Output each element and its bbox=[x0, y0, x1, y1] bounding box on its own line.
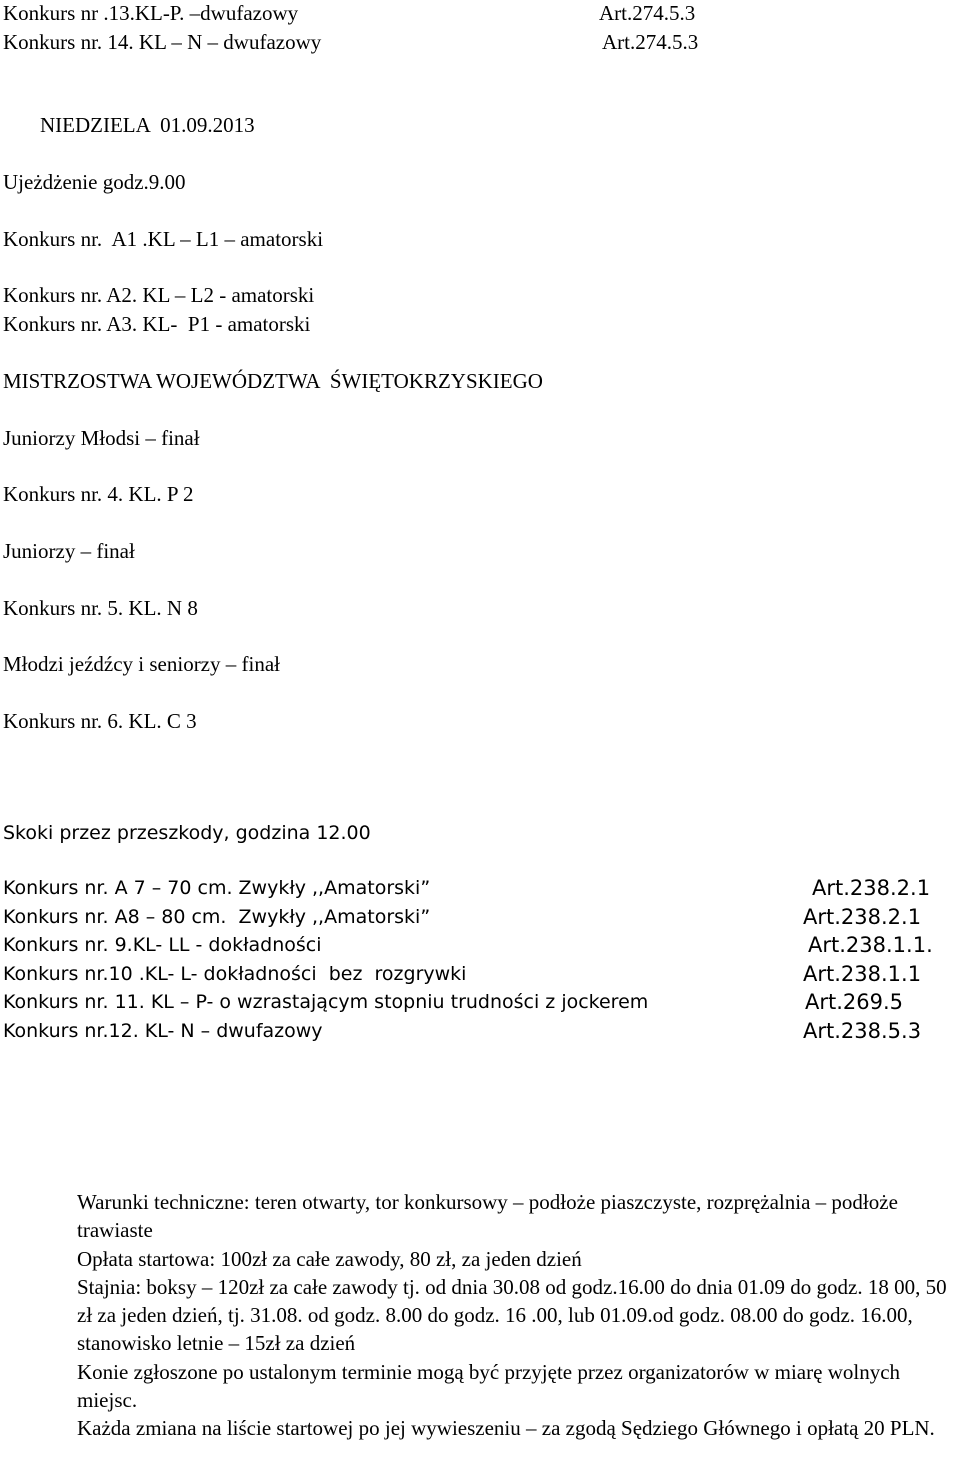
final-group-1: Juniorzy Młodsi – finał bbox=[3, 426, 200, 450]
amateur-contest-2: Konkurs nr. A2. KL – L2 - amatorski bbox=[3, 283, 315, 307]
jumping-contest-4: Konkurs nr.10 .KL- L- dokładności bez rozgrywki bbox=[3, 963, 467, 985]
jumping-contest-3-art: Art.238.1.1. bbox=[808, 933, 933, 957]
jumping-contest-5: Konkurs nr. 11. KL – P- o wzrastającym stopniu trudności z jockerem bbox=[3, 991, 649, 1013]
jumping-contest-1: Konkurs nr. A 7 – 70 cm. Zwykły ,,Amatorski” bbox=[3, 877, 431, 899]
jumping-contest-2-art: Art.238.2.1 bbox=[803, 905, 922, 929]
header-line-1: Konkurs nr .13.KL-P. –dwufazowy bbox=[3, 1, 299, 25]
final-contest-1: Konkurs nr. 4. KL. P 2 bbox=[3, 482, 194, 506]
championship-heading: MISTRZOSTWA WOJEWÓDZTWA ŚWIĘTOKRZYSKIEGO bbox=[3, 369, 543, 393]
jumping-contest-6-art: Art.238.5.3 bbox=[803, 1019, 922, 1043]
jumping-contest-1-art: Art.238.2.1 bbox=[812, 876, 931, 900]
late-entries-note: Konie zgłoszone po ustalonym terminie mogą być przyjęte przez organizatorów w miarę wolnych miejsc. bbox=[77, 1359, 901, 1413]
amateur-contest-3: Konkurs nr. A3. KL- P1 - amatorski bbox=[3, 312, 311, 336]
jumping-contest-5-art: Art.269.5 bbox=[805, 990, 904, 1014]
final-contest-3: Konkurs nr. 6. KL. C 3 bbox=[3, 709, 197, 733]
header-line-1-art: Art.274.5.3 bbox=[599, 1, 696, 25]
header-line-2-art: Art.274.5.3 bbox=[602, 30, 699, 54]
jumping-heading: Skoki przez przeszkody, godzina 12.00 bbox=[3, 822, 371, 844]
warmup-line: Ujeżdżenie godz.9.00 bbox=[3, 170, 186, 194]
header-line-2: Konkurs nr. 14. KL – N – dwufazowy bbox=[3, 30, 322, 54]
day-heading: NIEDZIELA 01.09.2013 bbox=[40, 113, 255, 137]
final-group-2: Juniorzy – finał bbox=[3, 539, 135, 563]
notes-block bbox=[77, 1188, 947, 1443]
amateur-contest-1: Konkurs nr. A1 .KL – L1 – amatorski bbox=[3, 227, 324, 251]
jumping-contest-3: Konkurs nr. 9.KL- LL - dokładności bbox=[3, 934, 322, 956]
final-group-3: Młodzi jeźdźcy i seniorzy – finał bbox=[3, 652, 280, 676]
stable-info: Stajnia: boksy – 120zł za całe zawody tj. od dnia 30.08 od godz.16.00 do dnia 01.09 do godz. 18 00, 50 zł za jeden dzień, tj. 31.08. od godz. 8.00 do godz. 16 .00, lub 01.09.od godz. 08.00 do godz. 16.00, stanowisko letnie – 15zł za dzień bbox=[77, 1274, 947, 1356]
jumping-contest-2: Konkurs nr. A8 – 80 cm. Zwykły ,,Amatorski” bbox=[3, 906, 431, 928]
start-list-change-note: Każda zmiana na liście startowej po jej wywieszeniu – za zgodą Sędziego Głównego i opłatą 20 PLN. bbox=[77, 1416, 935, 1441]
technical-conditions: Warunki techniczne: teren otwarty, tor konkursowy – podłoże piaszczyste, rozprężalnia – podłoże trawiaste bbox=[77, 1190, 898, 1243]
jumping-contest-6: Konkurs nr.12. KL- N – dwufazowy bbox=[3, 1020, 323, 1042]
entry-fee: Opłata startowa: 100zł za całe zawody, 80 zł, za jeden dzień bbox=[77, 1246, 582, 1271]
final-contest-2: Konkurs nr. 5. KL. N 8 bbox=[3, 596, 198, 620]
jumping-contest-4-art: Art.238.1.1 bbox=[803, 962, 922, 986]
